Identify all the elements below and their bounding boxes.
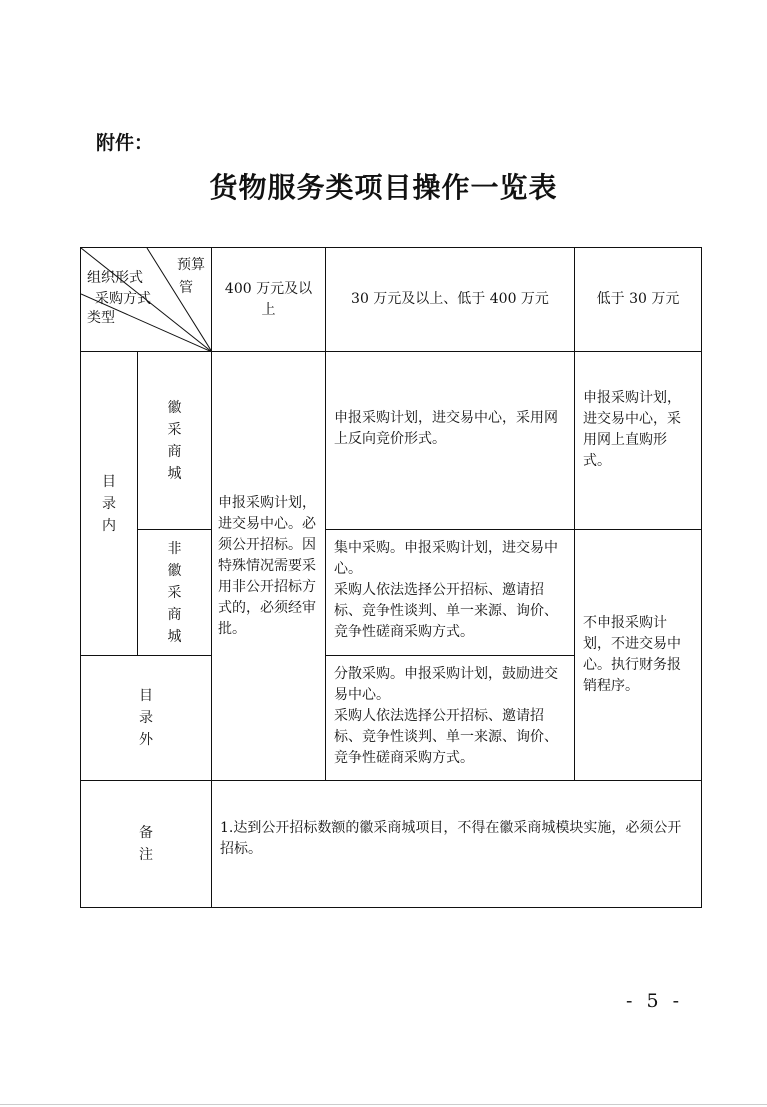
row-remarks xyxy=(81,781,702,908)
diag-manage-label: 管 xyxy=(179,280,193,296)
header-col-under-30w: 低于 30 万元 xyxy=(575,248,702,352)
page-title: 货物服务类项目操作一览表 xyxy=(209,171,558,204)
attachment-label: 附件： xyxy=(96,132,154,154)
huicai-right-cell: 申报采购计划，进交易中心，采用网上直购形式。 xyxy=(575,352,702,530)
remarks-label-cell: 备注 xyxy=(81,781,212,908)
bottom-divider xyxy=(0,1104,767,1105)
non-huicai-mid-line-2: 采购人依法选择公开招标、邀请招标、竞争性谈判、单一来源、询价、竞争性磋商采购方式。 xyxy=(334,582,558,640)
catalog-in-cell: 目录内 xyxy=(81,352,138,656)
diagonal-header-cell xyxy=(81,248,212,352)
catalog-out-mid-cell xyxy=(326,656,575,781)
huicai-mid-cell: 申报采购计划，进交易中心，采用网上反向竞价形式。 xyxy=(326,352,575,530)
row-non-huicai xyxy=(81,530,702,656)
non-huicai-mid-line-1: 集中采购。申报采购计划，进交易中心。 xyxy=(334,540,558,577)
catalog-out-cell: 目录外 xyxy=(81,656,212,781)
non-huicai-cell: 非徽采商城 xyxy=(138,530,212,656)
page-number: - 5 - xyxy=(625,990,683,1012)
row-huicai xyxy=(81,352,702,530)
operation-table xyxy=(80,247,702,908)
diag-budget-label: 预算 xyxy=(177,257,205,273)
header-row xyxy=(81,248,702,352)
header-col-30-400w: 30 万元及以上、低于 400 万元 xyxy=(326,248,575,352)
diag-org-label: 组织形式 xyxy=(87,270,143,286)
diag-method-label: 采购方式 xyxy=(95,291,151,307)
remarks-text-cell: 1.达到公开招标数额的徽采商城项目，不得在徽采商城模块实施，必须公开招标。 xyxy=(212,781,702,908)
large-budget-cell: 申报采购计划，进交易中心。必须公开招标。因特殊情况需要采用非公开招标方式的，必须经审批。 xyxy=(212,352,326,781)
catalog-out-mid-line-2: 采购人依法选择公开招标、邀请招标、竞争性谈判、单一来源、询价、竞争性磋商采购方式。 xyxy=(334,708,558,766)
non-huicai-mid-cell xyxy=(326,530,575,656)
catalog-out-mid-line-1: 分散采购。申报采购计划，鼓励进交易中心。 xyxy=(334,666,558,703)
small-budget-right-cell: 不申报采购计划，不进交易中心。执行财务报销程序。 xyxy=(575,530,702,781)
huicai-cell: 徽采商城 xyxy=(138,352,212,530)
header-col-400w: 400 万元及以上 xyxy=(212,248,326,352)
diag-type-label: 类型 xyxy=(87,310,115,326)
